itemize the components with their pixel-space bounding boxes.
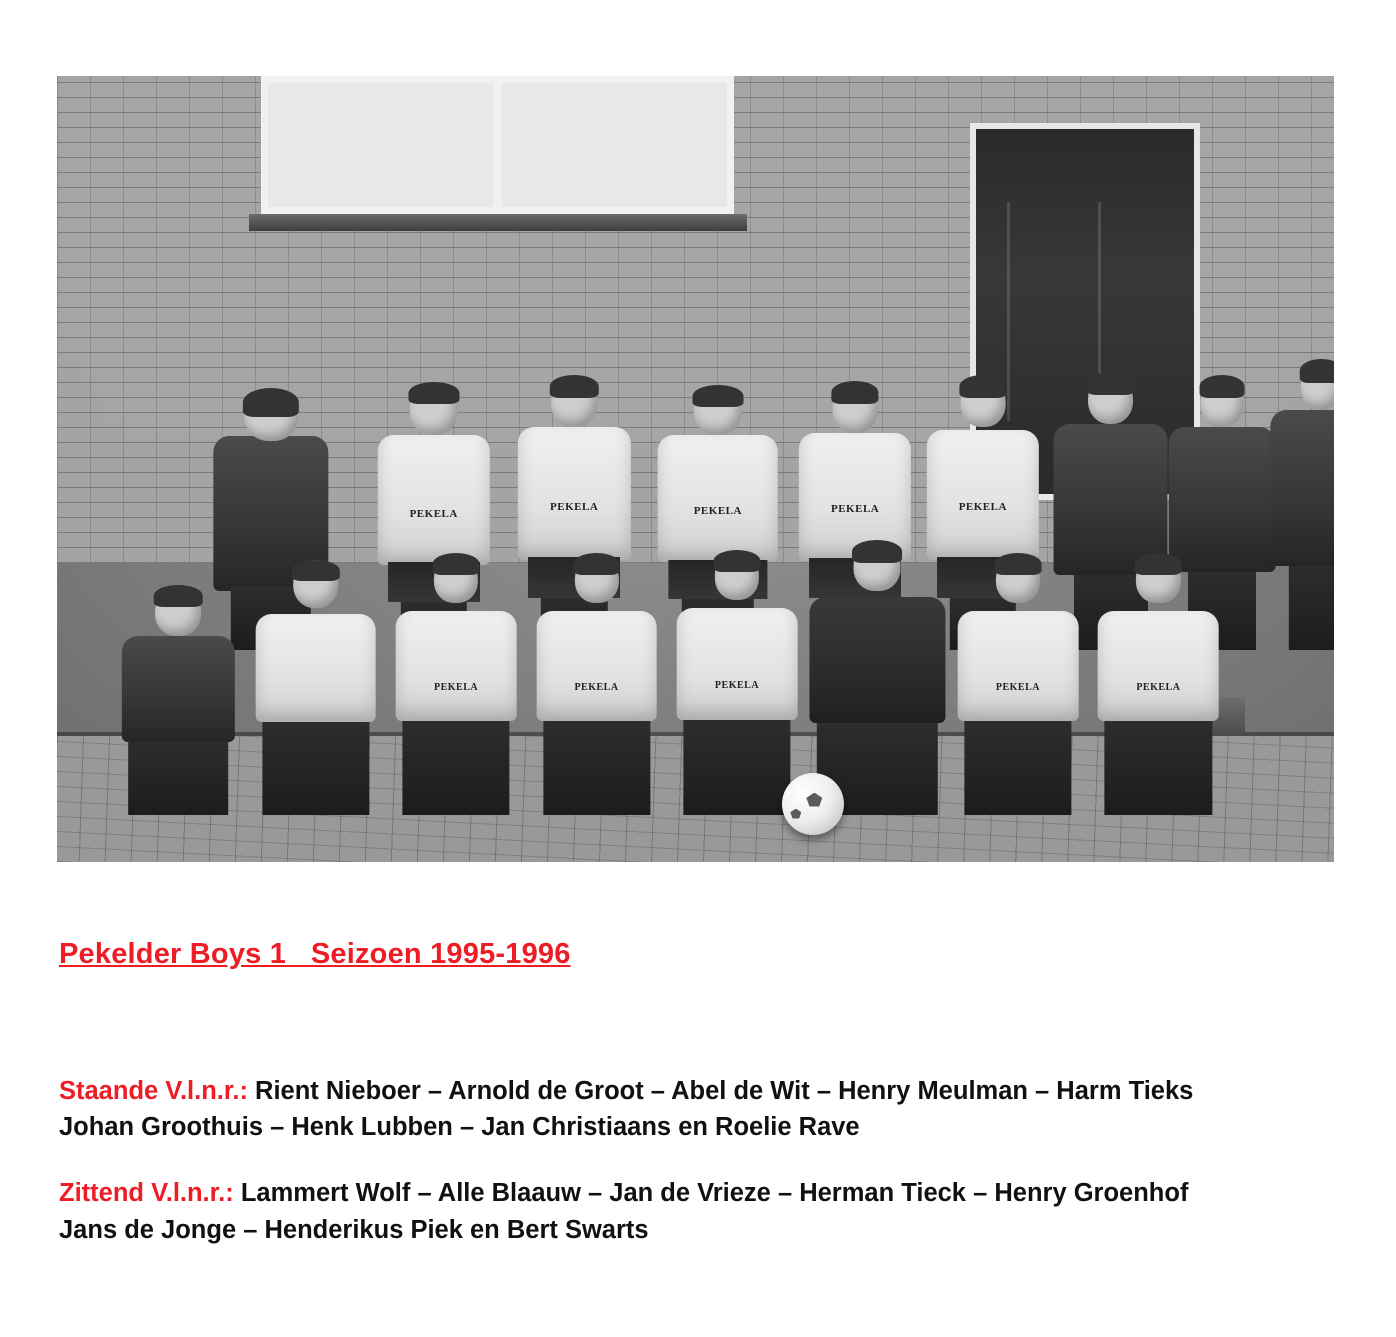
person-front-5: PEKELA xyxy=(670,536,804,815)
person-front-1 xyxy=(114,573,242,814)
person-front-7: PEKELA xyxy=(951,539,1085,814)
photo-canvas xyxy=(57,76,1334,862)
person-front-goalkeeper xyxy=(804,528,951,815)
front-row xyxy=(57,438,1334,815)
caption-seated-names: Lammert Wolf – Alle Blaauw – Jan de Vrieze – Herman Tieck – Henry Groenhof xyxy=(233,1179,1189,1208)
person-front-3: PEKELA xyxy=(389,539,523,814)
person-back-2: PEKELA xyxy=(370,368,498,650)
person-back-4: PEKELA xyxy=(651,368,785,650)
person-back-3: PEKELA xyxy=(510,361,638,650)
window-sill xyxy=(249,214,747,231)
caption-block xyxy=(59,938,1359,971)
caption-standing-names: Rient Nieboer – Arnold de Groot – Abel de Wit – Henry Meulman – Harm Tieks xyxy=(247,1077,1194,1105)
caption-seated xyxy=(59,1175,1369,1247)
person-front-4: PEKELA xyxy=(529,539,663,814)
person-front-2 xyxy=(249,543,383,815)
page-title: Pekelder Boys 1 Seizoen 1995-1996 xyxy=(59,938,571,970)
window xyxy=(261,76,733,214)
caption-lines xyxy=(59,1073,1369,1278)
caption-seated-label: Zittend V.l.n.r.: xyxy=(59,1179,234,1208)
caption-standing-names-line2: Johan Groothuis – Henk Lubben – Jan Christiaans en Roelie Rave xyxy=(59,1113,860,1142)
caption-seated-names-line2: Jans de Jonge – Henderikus Piek en Bert Swarts xyxy=(59,1215,649,1244)
caption-standing xyxy=(59,1073,1369,1145)
caption-standing-label: Staande V.l.n.r.: xyxy=(59,1077,248,1105)
person-back-5: PEKELA xyxy=(791,364,919,650)
person-front-8: PEKELA xyxy=(1091,539,1225,814)
football xyxy=(782,773,844,835)
person-back-6: PEKELA xyxy=(919,361,1047,650)
team-photo xyxy=(57,76,1334,862)
